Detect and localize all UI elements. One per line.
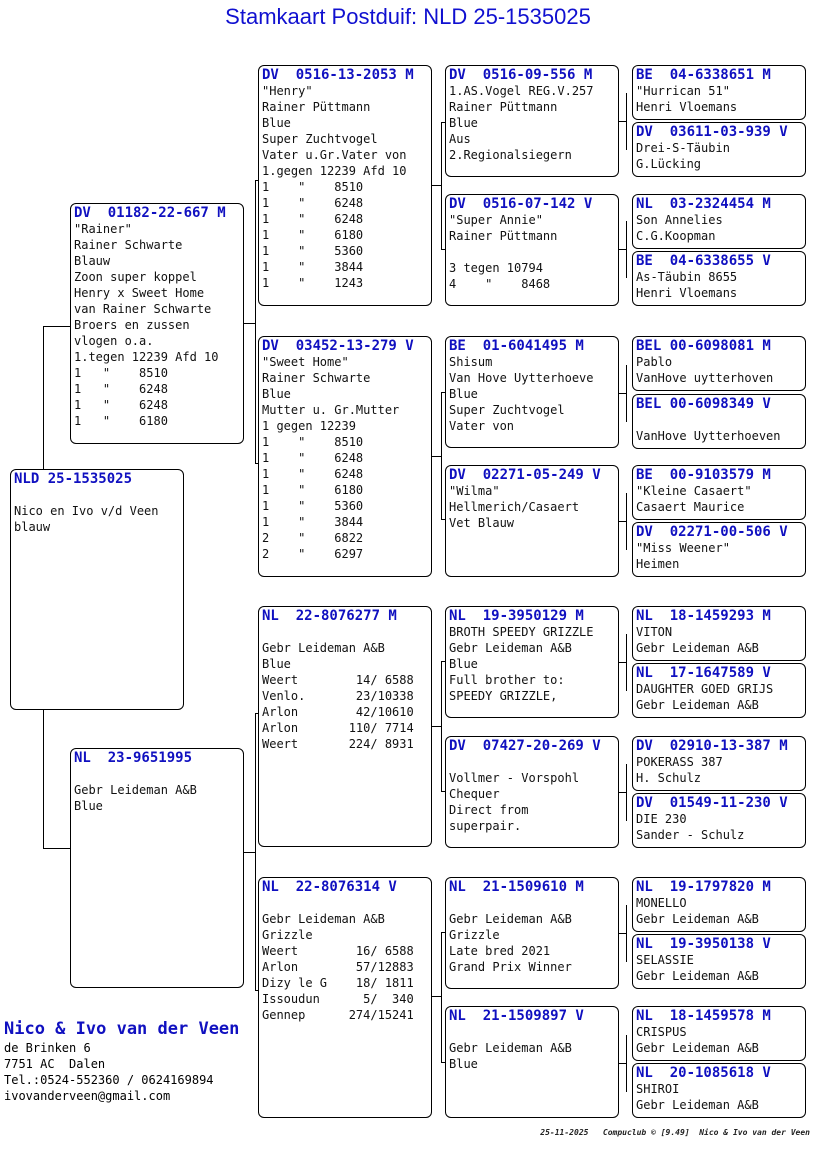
pigeon-info-line: Henry x Sweet Home	[74, 286, 205, 300]
ring-number: DV 0516-09-556 M	[449, 67, 593, 83]
pigeon-info-line: SELASSIE	[636, 953, 694, 967]
ring-number: DV 02910-13-387 M	[636, 738, 788, 754]
pigeon-info-line: Gebr Leideman A&B	[636, 1041, 759, 1055]
pigeon-info-line	[449, 244, 618, 260]
ring-number: DV 0516-07-142 V	[449, 196, 593, 212]
ring-number: BE 01-6041495 M	[449, 338, 584, 354]
pigeon-info-line: Aus	[449, 132, 471, 146]
pigeon-info-line: Pablo	[636, 355, 673, 369]
ring-number: DV 0516-13-2053 M	[262, 67, 414, 83]
owner-block	[4, 1018, 239, 1104]
pigeon-info-line: Weert 16/ 6588	[262, 944, 414, 958]
pigeon-info-line: 1.AS.Vogel REG.V.257	[449, 84, 594, 98]
pigeon-info-line: H. Schulz	[636, 771, 702, 785]
pigeon-info-line: Nico en Ivo v/d Veen	[14, 504, 159, 518]
pigeon-info-line: Gebr Leideman A&B	[636, 641, 759, 655]
pigeon-card-dsdd	[632, 793, 806, 848]
ring-number: NL 18-1459578 M	[636, 1008, 771, 1024]
ring-number: DV 01182-22-667 M	[74, 205, 226, 221]
pigeon-info-line: Blue	[449, 657, 478, 671]
ring-number: BEL 00-6098349 V	[636, 396, 771, 412]
pigeon-info-line: VanHove Uytterhoeven	[636, 429, 781, 443]
page-title: Stamkaart Postduif: NLD 25-1535025	[225, 4, 591, 29]
pigeon-info-line: Gebr Leideman A&B	[449, 1041, 572, 1055]
pigeon-info-line: Full brother to:	[449, 673, 565, 687]
pigeon-info-line: Gebr Leideman A&B	[636, 1098, 759, 1112]
pigeon-info-line: Dizy le G 18/ 1811	[262, 976, 414, 990]
pigeon-info-line: 1 " 6180	[262, 228, 364, 242]
pigeon-info-line: vlogen o.a.	[74, 334, 154, 348]
pigeon-info-line: Son Annelies	[636, 213, 723, 227]
pigeon-info-line: Rainer Schwarte	[74, 238, 183, 252]
ring-number: BE 00-9103579 M	[636, 467, 771, 483]
ring-number: DV 03611-03-939 V	[636, 124, 788, 140]
pigeon-info-line: 1 " 8510	[262, 180, 364, 194]
pigeon-card-sddd	[632, 522, 806, 577]
pigeon-info-line: 1 " 6248	[262, 467, 364, 481]
ring-number: DV 03452-13-279 V	[262, 338, 414, 354]
ring-number: DV 02271-00-506 V	[636, 524, 788, 540]
pigeon-info-line: Blue	[262, 116, 291, 130]
pigeon-info-line	[449, 754, 618, 770]
pigeon-info-line: CRISPUS	[636, 1025, 687, 1039]
pigeon-info-line: Mutter u. Gr.Mutter	[262, 403, 400, 417]
ring-number: NLD 25-1535025	[14, 471, 133, 487]
pigeon-info-line: "Hurrican 51"	[636, 84, 730, 98]
ring-number: BE 04-6338651 M	[636, 67, 771, 83]
pigeon-info-line: Gebr Leideman A&B	[262, 912, 385, 926]
pigeon-info-line: Henri Vloemans	[636, 100, 738, 114]
ring-number: NL 23-9651995	[74, 750, 193, 766]
pigeon-info-line: VanHove uytterhoven	[636, 371, 774, 385]
pigeon-info-line: 1 " 8510	[74, 366, 168, 380]
pigeon-info-line: 1 gegen 12239	[262, 419, 356, 433]
pigeon-card-sssd	[632, 122, 806, 177]
pigeon-card-dsds	[632, 736, 806, 791]
pigeon-info-line: MONELLO	[636, 896, 687, 910]
pigeon-card-sdd	[445, 465, 619, 577]
pigeon-info-line	[449, 1024, 618, 1040]
pigeon-info-line: Gebr Leideman A&B	[636, 912, 759, 926]
pigeon-card-sdss	[632, 336, 806, 391]
pigeon-card-dd	[258, 877, 432, 1118]
pigeon-info-line: Gebr Leideman A&B	[74, 783, 197, 797]
pigeon-card-subject	[10, 469, 184, 710]
pigeon-card-ssss	[632, 65, 806, 120]
pigeon-info-line: Blue	[449, 1057, 478, 1071]
owner-phone: Tel.:0524-552360 / 0624169894	[4, 1073, 214, 1087]
pigeon-info-line: "Rainer"	[74, 222, 132, 236]
pigeon-info-line: BROTH SPEEDY GRIZZLE	[449, 625, 594, 639]
pigeon-info-line	[74, 766, 243, 782]
pigeon-card-dssd	[632, 663, 806, 718]
pigeon-info-line: Issoudun 5/ 340	[262, 992, 414, 1006]
owner-postal: 7751 AC Dalen	[4, 1057, 106, 1071]
pigeon-info-line: Gebr Leideman A&B	[636, 698, 759, 712]
pigeon-info-line: Vater von	[449, 419, 515, 433]
pigeon-info-line: Weert 224/ 8931	[262, 737, 414, 751]
pigeon-info-line: VITON	[636, 625, 673, 639]
pigeon-info-line: Blue	[262, 657, 291, 671]
pigeon-card-ddds	[632, 1006, 806, 1061]
pigeon-info-line: "Super Annie"	[449, 213, 543, 227]
pigeon-info-line: Gebr Leideman A&B	[262, 641, 385, 655]
ring-number: NL 19-3950138 V	[636, 936, 771, 952]
pigeon-info-line: Hellmerich/Casaert	[449, 500, 580, 514]
pigeon-info-line: Henri Vloemans	[636, 286, 738, 300]
pigeon-info-line: Gebr Leideman A&B	[636, 969, 759, 983]
pigeon-info-line: superpair.	[449, 819, 522, 833]
pigeon-card-ss	[258, 65, 432, 306]
pigeon-info-line: 1.tegen 12239 Afd 10	[74, 350, 219, 364]
owner-name: Nico & Ivo van der Veen	[4, 1019, 240, 1039]
pigeon-info-line: Zoon super koppel	[74, 270, 197, 284]
pigeon-info-line: 1 " 3844	[262, 515, 364, 529]
pigeon-info-line: Rainer Schwarte	[262, 371, 371, 385]
pigeon-info-line: Shisum	[449, 355, 493, 369]
pigeon-info-line: Grand Prix Winner	[449, 960, 572, 974]
pigeon-card-sd	[258, 336, 432, 577]
pigeon-info-line	[262, 624, 431, 640]
pigeon-card-dss	[445, 606, 619, 718]
pigeon-info-line: C.G.Koopman	[636, 229, 716, 243]
pigeon-info-line: Rainer Püttmann	[449, 229, 558, 243]
pigeon-info-line: Late bred 2021	[449, 944, 551, 958]
pigeon-info-line: 1 " 6248	[262, 451, 364, 465]
ring-number: BEL 00-6098081 M	[636, 338, 771, 354]
pigeon-card-dsd	[445, 736, 619, 848]
ring-number: NL 22-8076277 M	[262, 608, 397, 624]
ring-number: DV 07427-20-269 V	[449, 738, 601, 754]
pigeon-card-ddss	[632, 877, 806, 932]
ring-number: NL 19-3950129 M	[449, 608, 584, 624]
pigeon-info-line: 1 " 5360	[262, 244, 364, 258]
pigeon-info-line: Heimen	[636, 557, 680, 571]
pigeon-info-line: "Kleine Casaert"	[636, 484, 752, 498]
pigeon-info-line: 1 " 8510	[262, 435, 364, 449]
pigeon-info-line: As-Täubin 8655	[636, 270, 738, 284]
pigeon-card-dsss	[632, 606, 806, 661]
pigeon-card-ds	[258, 606, 432, 847]
pigeon-info-line: Vater u.Gr.Vater von	[262, 148, 407, 162]
pigeon-info-line: SPEEDY GRIZZLE,	[449, 689, 558, 703]
ring-number: NL 22-8076314 V	[262, 879, 397, 895]
pigeon-info-line: Gebr Leideman A&B	[449, 641, 572, 655]
owner-address: de Brinken 6	[4, 1041, 91, 1055]
pigeon-info-line: G.Lücking	[636, 157, 702, 171]
pigeon-info-line: Arlon 42/10610	[262, 705, 414, 719]
pigeon-info-line: "Miss Weener"	[636, 541, 730, 555]
pigeon-info-line	[14, 487, 183, 503]
pigeon-info-line: Arlon 110/ 7714	[262, 721, 414, 735]
pigeon-info-line: 1.gegen 12239 Afd 10	[262, 164, 407, 178]
ring-number: NL 19-1797820 M	[636, 879, 771, 895]
pigeon-info-line: Blue	[262, 387, 291, 401]
pigeon-card-dddd	[632, 1063, 806, 1118]
pigeon-info-line: blauw	[14, 520, 51, 534]
pigeon-info-line: DAUGHTER GOED GRIJS	[636, 682, 774, 696]
ring-number: BE 04-6338655 V	[636, 253, 771, 269]
pigeon-info-line: 2 " 6297	[262, 547, 364, 561]
pigeon-info-line	[262, 895, 431, 911]
footer-credit: 25-11-2025 Compuclub © [9.49] Nico & Ivo van der Veen	[540, 1128, 810, 1137]
pigeon-info-line: Broers en zussen	[74, 318, 190, 332]
pigeon-info-line: Sander - Schulz	[636, 828, 745, 842]
pigeon-card-sds	[445, 336, 619, 448]
pigeon-info-line: Chequer	[449, 787, 500, 801]
pigeon-card-ddd	[445, 1006, 619, 1118]
ring-number: DV 01549-11-230 V	[636, 795, 788, 811]
pigeon-info-line: Venlo. 23/10338	[262, 689, 414, 703]
pigeon-info-line: Blauw	[74, 254, 111, 268]
pigeon-info-line: 4 " 8468	[449, 277, 551, 291]
pigeon-info-line: Grizzle	[449, 928, 500, 942]
ring-number: NL 21-1509610 M	[449, 879, 584, 895]
pigeon-info-line: Rainer Püttmann	[449, 100, 558, 114]
ring-number: NL 21-1509897 V	[449, 1008, 584, 1024]
pigeon-info-line: 1 " 6180	[262, 483, 364, 497]
pigeon-info-line: Van Hove Uytterhoeve	[449, 371, 594, 385]
ring-number: NL 20-1085618 V	[636, 1065, 771, 1081]
pigeon-card-ddsd	[632, 934, 806, 989]
pigeon-info-line: 1 " 3844	[262, 260, 364, 274]
pigeon-info-line: 2 " 6822	[262, 531, 364, 545]
pigeon-card-ssd	[445, 194, 619, 306]
pigeon-info-line: Grizzle	[262, 928, 313, 942]
pigeon-info-line	[636, 412, 805, 428]
pigeon-info-line: DIE 230	[636, 812, 687, 826]
pigeon-info-line: 1 " 5360	[262, 499, 364, 513]
pigeon-info-line: Gebr Leideman A&B	[449, 912, 572, 926]
ring-number: DV 02271-05-249 V	[449, 467, 601, 483]
pigeon-info-line: Blue	[74, 799, 103, 813]
pigeon-info-line	[449, 895, 618, 911]
pigeon-info-line: Casaert Maurice	[636, 500, 745, 514]
pigeon-info-line: 3 tegen 10794	[449, 261, 543, 275]
pigeon-card-ssds	[632, 194, 806, 249]
pigeon-info-line: Weert 14/ 6588	[262, 673, 414, 687]
pigeon-info-line: 1 " 6248	[74, 398, 168, 412]
pigeon-info-line: 2.Regionalsiegern	[449, 148, 572, 162]
pigeon-info-line: Direct from	[449, 803, 529, 817]
pigeon-info-line: SHIROI	[636, 1082, 680, 1096]
pigeon-info-line: Blue	[449, 116, 478, 130]
pigeon-info-line: POKERASS 387	[636, 755, 723, 769]
pigeon-info-line: 1 " 6248	[262, 212, 364, 226]
pigeon-info-line: Super Zuchtvogel	[262, 132, 378, 146]
pigeon-info-line: "Wilma"	[449, 484, 500, 498]
pigeon-card-sdsd	[632, 394, 806, 449]
pigeon-card-sire	[70, 203, 244, 444]
pigeon-info-line: Super Zuchtvogel	[449, 403, 565, 417]
pigeon-card-dds	[445, 877, 619, 989]
pigeon-card-sss	[445, 65, 619, 177]
owner-email: ivovanderveen@gmail.com	[4, 1089, 171, 1103]
pigeon-info-line: Gennep 274/15241	[262, 1008, 414, 1022]
pigeon-card-dam	[70, 748, 244, 988]
ring-number: NL 18-1459293 M	[636, 608, 771, 624]
ring-number: NL 03-2324454 M	[636, 196, 771, 212]
pigeon-info-line: Drei-S-Täubin	[636, 141, 730, 155]
pigeon-info-line: Blue	[449, 387, 478, 401]
pigeon-info-line: Vollmer - Vorspohl	[449, 771, 580, 785]
pigeon-info-line: 1 " 6180	[74, 414, 168, 428]
pigeon-info-line: Vet Blauw	[449, 516, 515, 530]
pigeon-info-line: 1 " 6248	[262, 196, 364, 210]
ring-number: NL 17-1647589 V	[636, 665, 771, 681]
pigeon-info-line: 1 " 6248	[74, 382, 168, 396]
pigeon-info-line: Rainer Püttmann	[262, 100, 371, 114]
pigeon-info-line: van Rainer Schwarte	[74, 302, 212, 316]
pigeon-info-line: Arlon 57/12883	[262, 960, 414, 974]
pigeon-info-line: "Sweet Home"	[262, 355, 349, 369]
pigeon-card-ssdd	[632, 251, 806, 306]
pigeon-info-line: "Henry"	[262, 84, 313, 98]
pigeon-info-line: 1 " 1243	[262, 276, 364, 290]
pigeon-card-sdds	[632, 465, 806, 520]
